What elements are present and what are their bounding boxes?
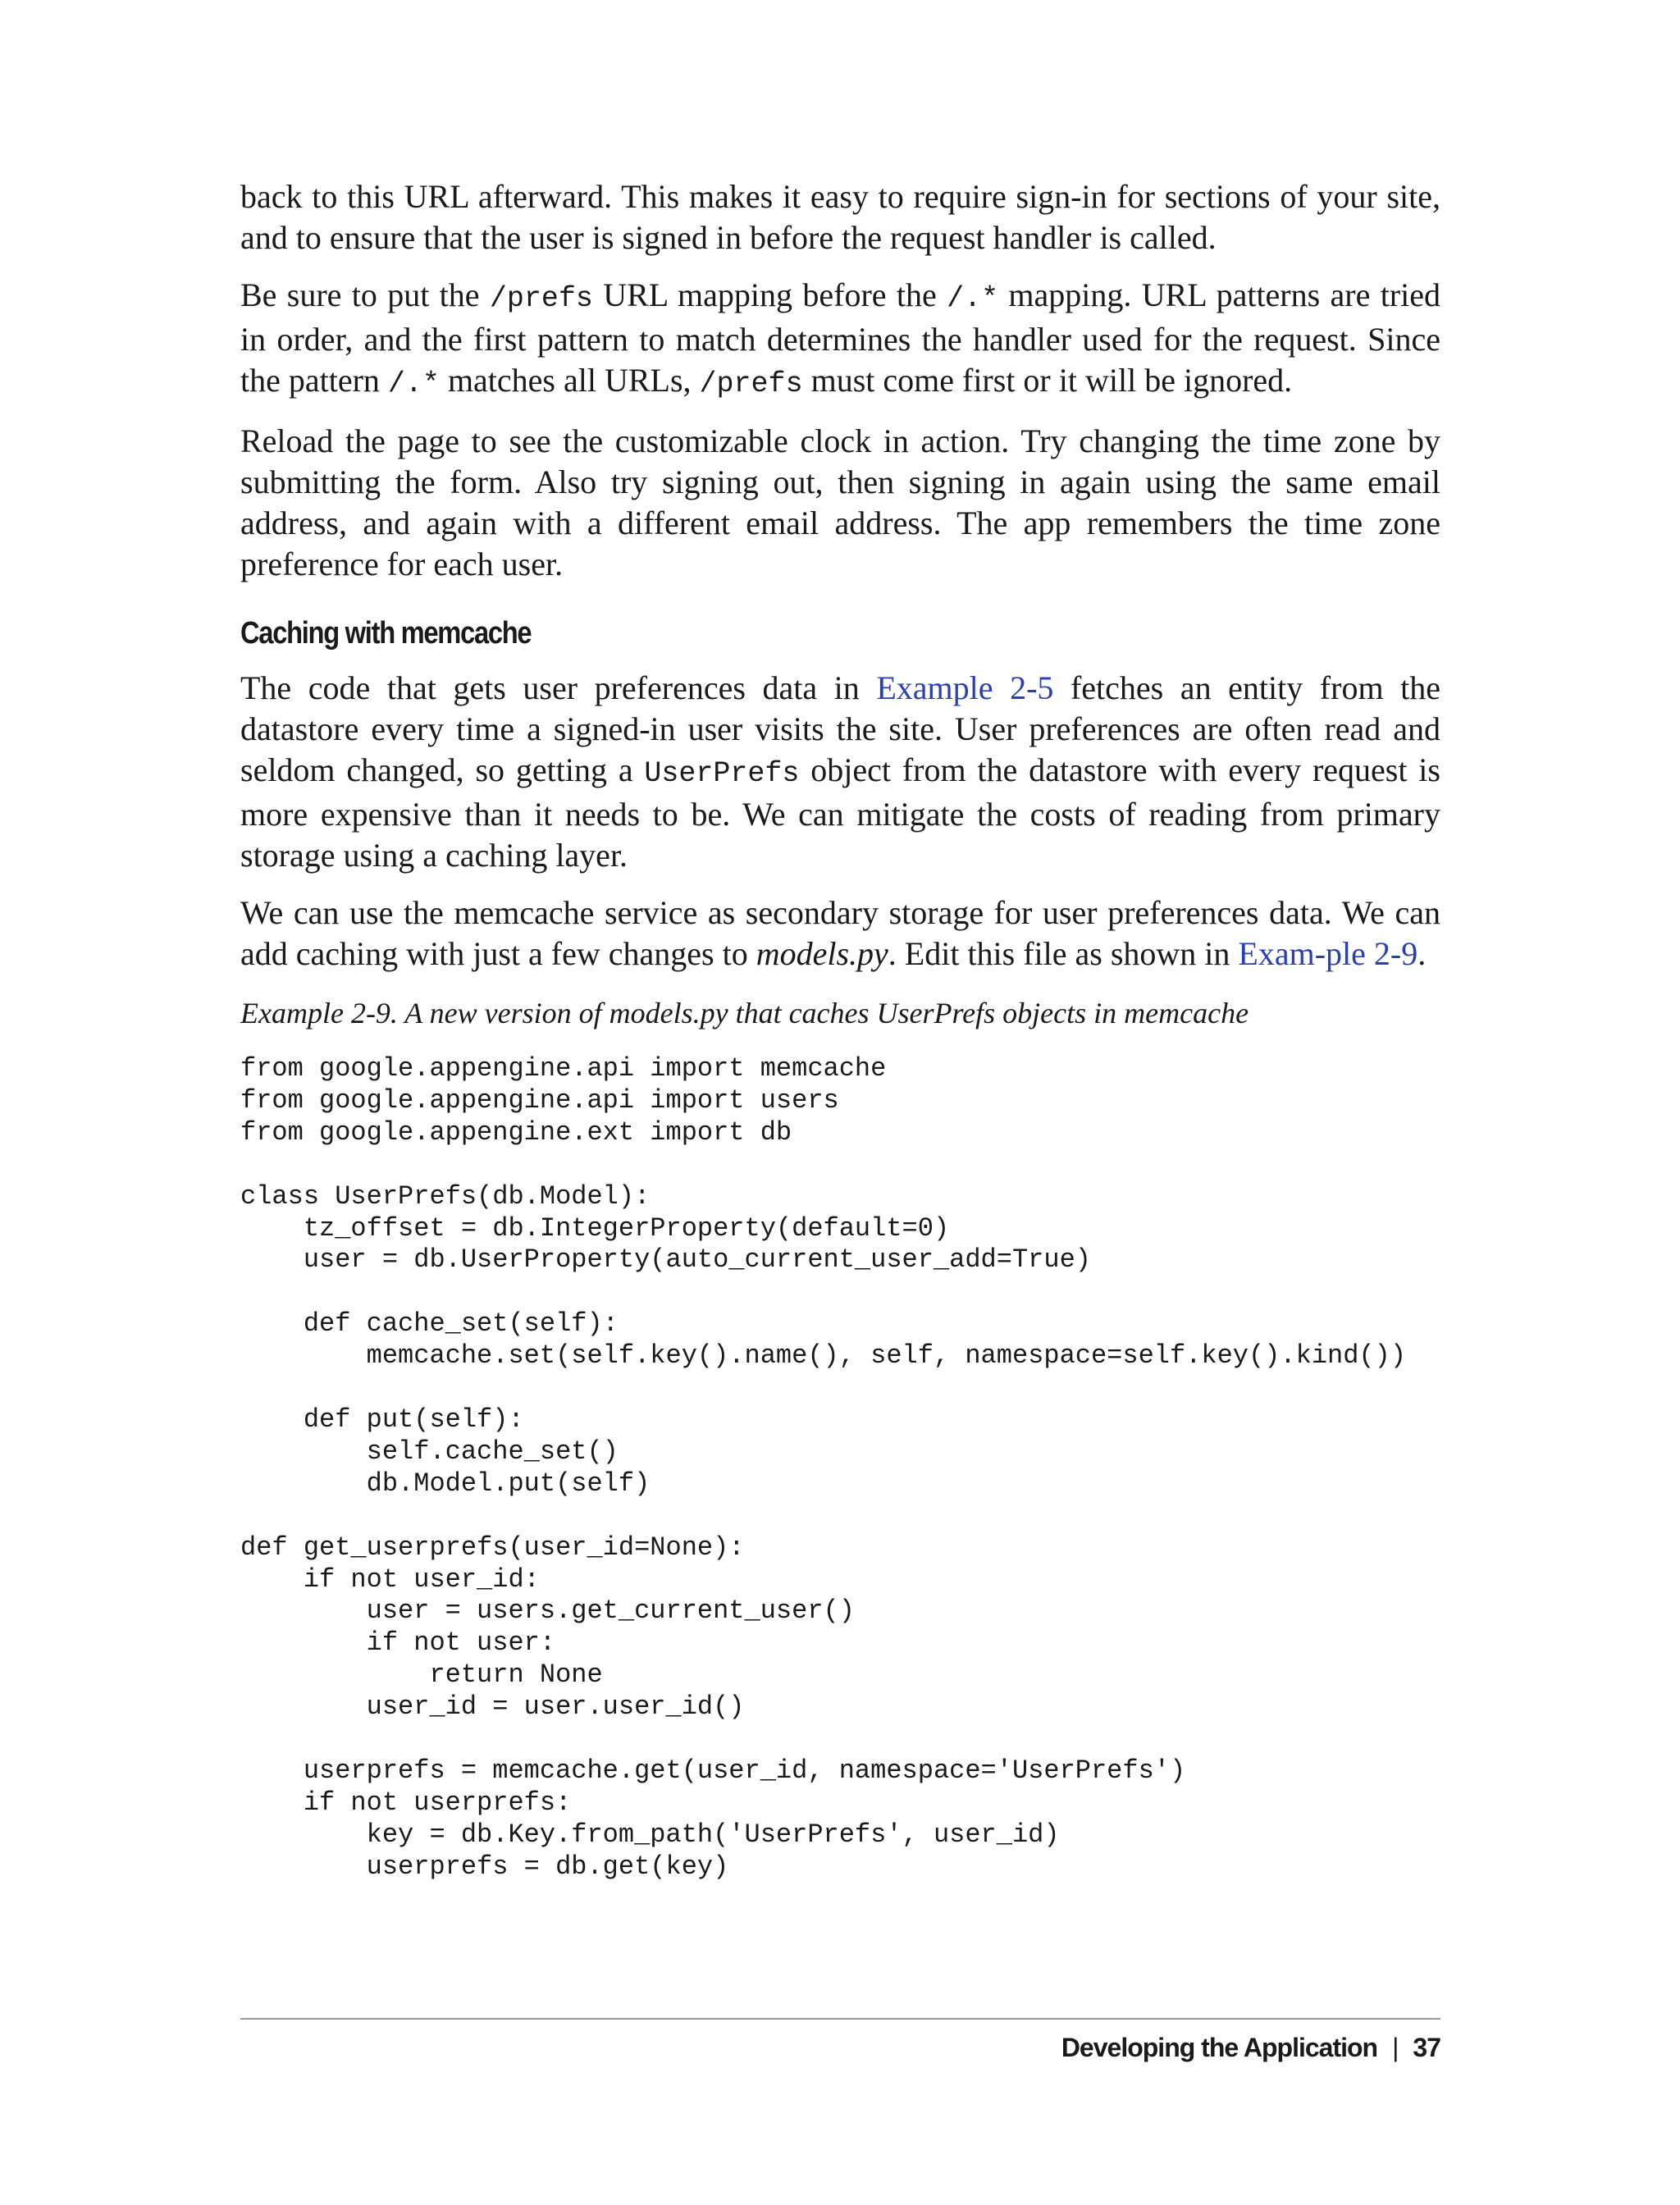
text-span: mapping. URL patterns are tried in order, and the first pattern to match determines the handler used for the request. Since the pattern bbox=[240, 276, 1440, 399]
filename-models-py: models.py bbox=[756, 935, 888, 972]
text-span: must come first or it will be ignored. bbox=[802, 362, 1293, 399]
text-span: matches all URLs, bbox=[439, 362, 700, 399]
page-number: 37 bbox=[1413, 2033, 1440, 2062]
paragraph-memcache-secondary bbox=[240, 892, 1440, 975]
inline-code-prefs: /prefs bbox=[699, 368, 803, 400]
footer-divider bbox=[240, 2018, 1440, 2020]
paragraph-reload-page: Reload the page to see the customizable clock in action. Try changing the time zone by submitting the form. Also try signing out, then signing in again using the same email address, and again with a different email address. The app remembers the time zone preference for each user. bbox=[240, 422, 1440, 582]
text-span: . Edit this file as shown in bbox=[888, 935, 1239, 972]
text-span: The code that gets user preferences data in bbox=[240, 669, 877, 706]
inline-code-userprefs: UserPrefs bbox=[644, 757, 800, 790]
running-title: Developing the Application bbox=[1061, 2033, 1378, 2062]
paragraph-caching-intro bbox=[240, 668, 1440, 876]
text-span: Be sure to put the bbox=[240, 276, 490, 313]
inline-code-wildcard: /.* bbox=[947, 282, 999, 315]
section-heading: Caching with memcache bbox=[240, 616, 532, 651]
link-example-2-9[interactable]: Exam-ple 2-9 bbox=[1238, 935, 1418, 972]
example-caption: Example 2-9. A new version of models.py that caches UserPrefs objects in memcache bbox=[240, 997, 1249, 1029]
inline-code-wildcard: /.* bbox=[387, 368, 440, 400]
inline-code-prefs: /prefs bbox=[489, 282, 593, 315]
code-listing-models-py: from google.appengine.api import memcache from google.appengine.api import users from google.appengine.ext import db class UserPrefs(db.Model): tz_offset = db.IntegerProperty(default=0) user = db.UserProperty(auto_current_user_add=True) def cache_set(self): memcache.set(self.key().name(), self, namespace=self.key().kind()) def put(self): self.cache_set() db.Model.put(self) def get_userprefs(user_id=None): if not user_id: user = users.get_current_user() if not user: return None user_id = user.user_id() userprefs = memcache.get(user_id, namespace='UserPrefs') if not userprefs: key = db.Key.from_path('UserPrefs', user_id) userprefs = db.get(key) bbox=[240, 1053, 1407, 1882]
text-span: We can use the memcache service as secondary storage for user preferences data. We can add caching with just a few changes to bbox=[240, 894, 1440, 972]
paragraph-url-mapping-order bbox=[240, 275, 1440, 404]
text-span: URL mapping before the bbox=[592, 276, 947, 313]
text-span: object from the datastore with every request is more expensive than it needs to be. We can mitigate the costs of reading from primary storage using a caching layer. bbox=[240, 751, 1440, 874]
paragraph-signin-redirect: back to this URL afterward. This makes it easy to require sign-in for sections of your site, and to ensure that the user is signed in before the request handler is called. bbox=[240, 178, 1440, 256]
page-footer bbox=[240, 2029, 1440, 2066]
page-content bbox=[240, 176, 1440, 1883]
link-example-2-5[interactable]: Example 2-5 bbox=[876, 669, 1054, 706]
text-span: . bbox=[1418, 935, 1427, 972]
footer-separator: | bbox=[1392, 2033, 1399, 2062]
text-span: fetches an entity from the datastore every time a signed-in user visits the site. User preferences are often read and seldom changed, so getting a bbox=[240, 669, 1440, 788]
